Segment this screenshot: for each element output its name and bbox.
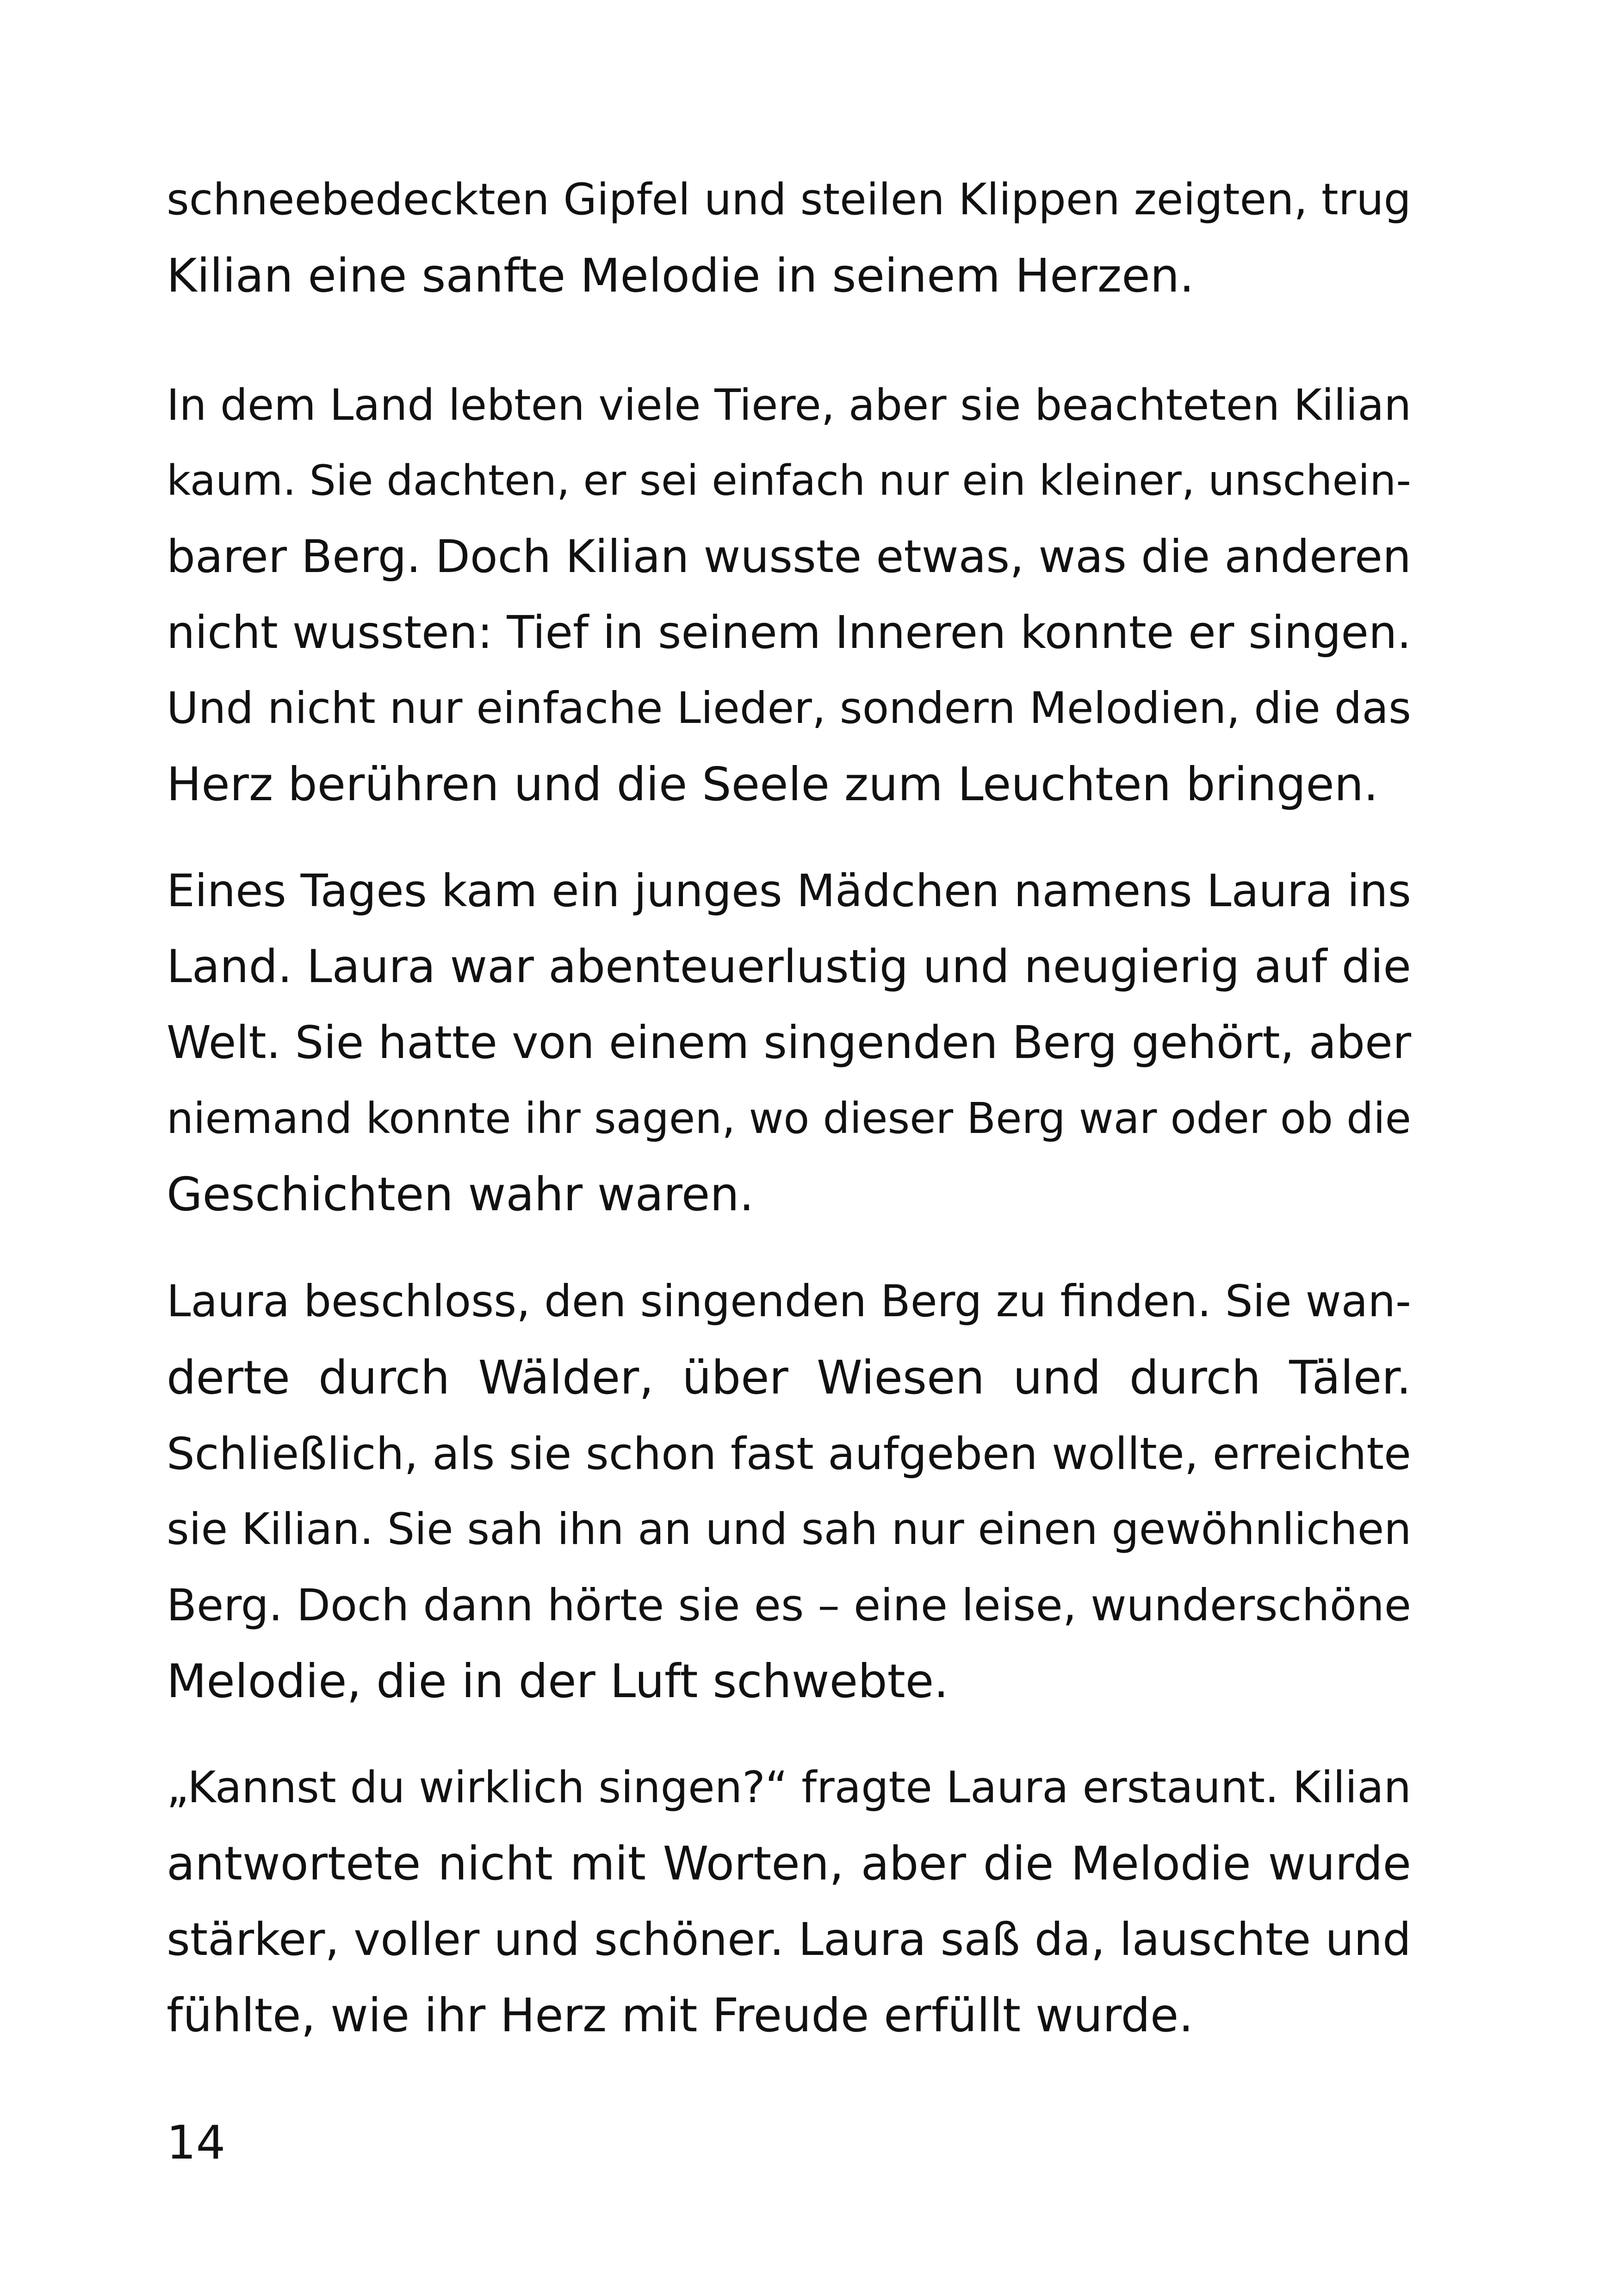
text-line: Und nicht nur einfache Lieder, sondern Melodien, die das (167, 683, 1411, 734)
text-line: schneebedeckten Gipfel und steilen Klippen zeigten, trug (167, 174, 1411, 225)
text-line: barer Berg. Doch Kilian wusste etwas, was die anderen (167, 530, 1411, 583)
text-line: „Kannst du wirklich singen?“ fragte Laura erstaunt. Kilian (167, 1762, 1411, 1813)
text-line: Kilian eine sanfte Melodie in seinem Herzen. (167, 249, 1194, 303)
text-line: Herz berühren und die Seele zum Leuchten bringen. (167, 757, 1378, 811)
text-line: Melodie, die in der Luft schwebte. (167, 1654, 949, 1708)
text-line: niemand konnte ihr sagen, wo dieser Berg war oder ob die (167, 1094, 1411, 1143)
text-line: stärker, voller und schöner. Laura saß da, lauschte und (167, 1913, 1411, 1966)
text-line: Berg. Doch dann hörte sie es – eine leise, wunderschöne (167, 1580, 1412, 1631)
page-number: 14 (167, 2116, 226, 2170)
text-line: antwortete nicht mit Worten, aber die Melodie wurde (167, 1836, 1411, 1891)
text-line: nicht wussten: Tief in seinem Inneren konnte er singen. (167, 606, 1412, 659)
paragraph-1 (167, 162, 1411, 314)
text-line: sie Kilian. Sie sah ihn an und sah nur einen gewöhnlichen (167, 1504, 1412, 1555)
text-line: Welt. Sie hatte von einem singenden Berg gehört, aber (167, 1016, 1411, 1069)
text-line: Laura beschloss, den singenden Berg zu finden. Sie wan- (167, 1276, 1411, 1327)
paragraph-2 (167, 367, 1411, 822)
text-line: kaum. Sie dachten, er sei einfach nur ein kleiner, unschein- (167, 456, 1411, 505)
paragraph-5 (167, 1750, 1411, 2053)
text-line: In dem Land lebten viele Tiere, aber sie beachteten Kilian (167, 380, 1412, 430)
text-line: Geschichten wahr waren. (167, 1167, 754, 1221)
text-line: Schließlich, als sie schon fast aufgeben wollte, erreichte (167, 1428, 1411, 1480)
paragraph-4 (167, 1264, 1411, 1719)
text-line: derte durch Wälder, über Wiesen und durch Täler. (167, 1350, 1411, 1405)
text-line: fühlte, wie ihr Herz mit Freude erfüllt wurde. (167, 1988, 1194, 2042)
paragraph-3 (167, 853, 1411, 1232)
text-line: Eines Tages kam ein junges Mädchen namens Laura ins (167, 865, 1411, 917)
text-line: Land. Laura war abenteuerlustig und neugierig auf die (167, 940, 1411, 993)
